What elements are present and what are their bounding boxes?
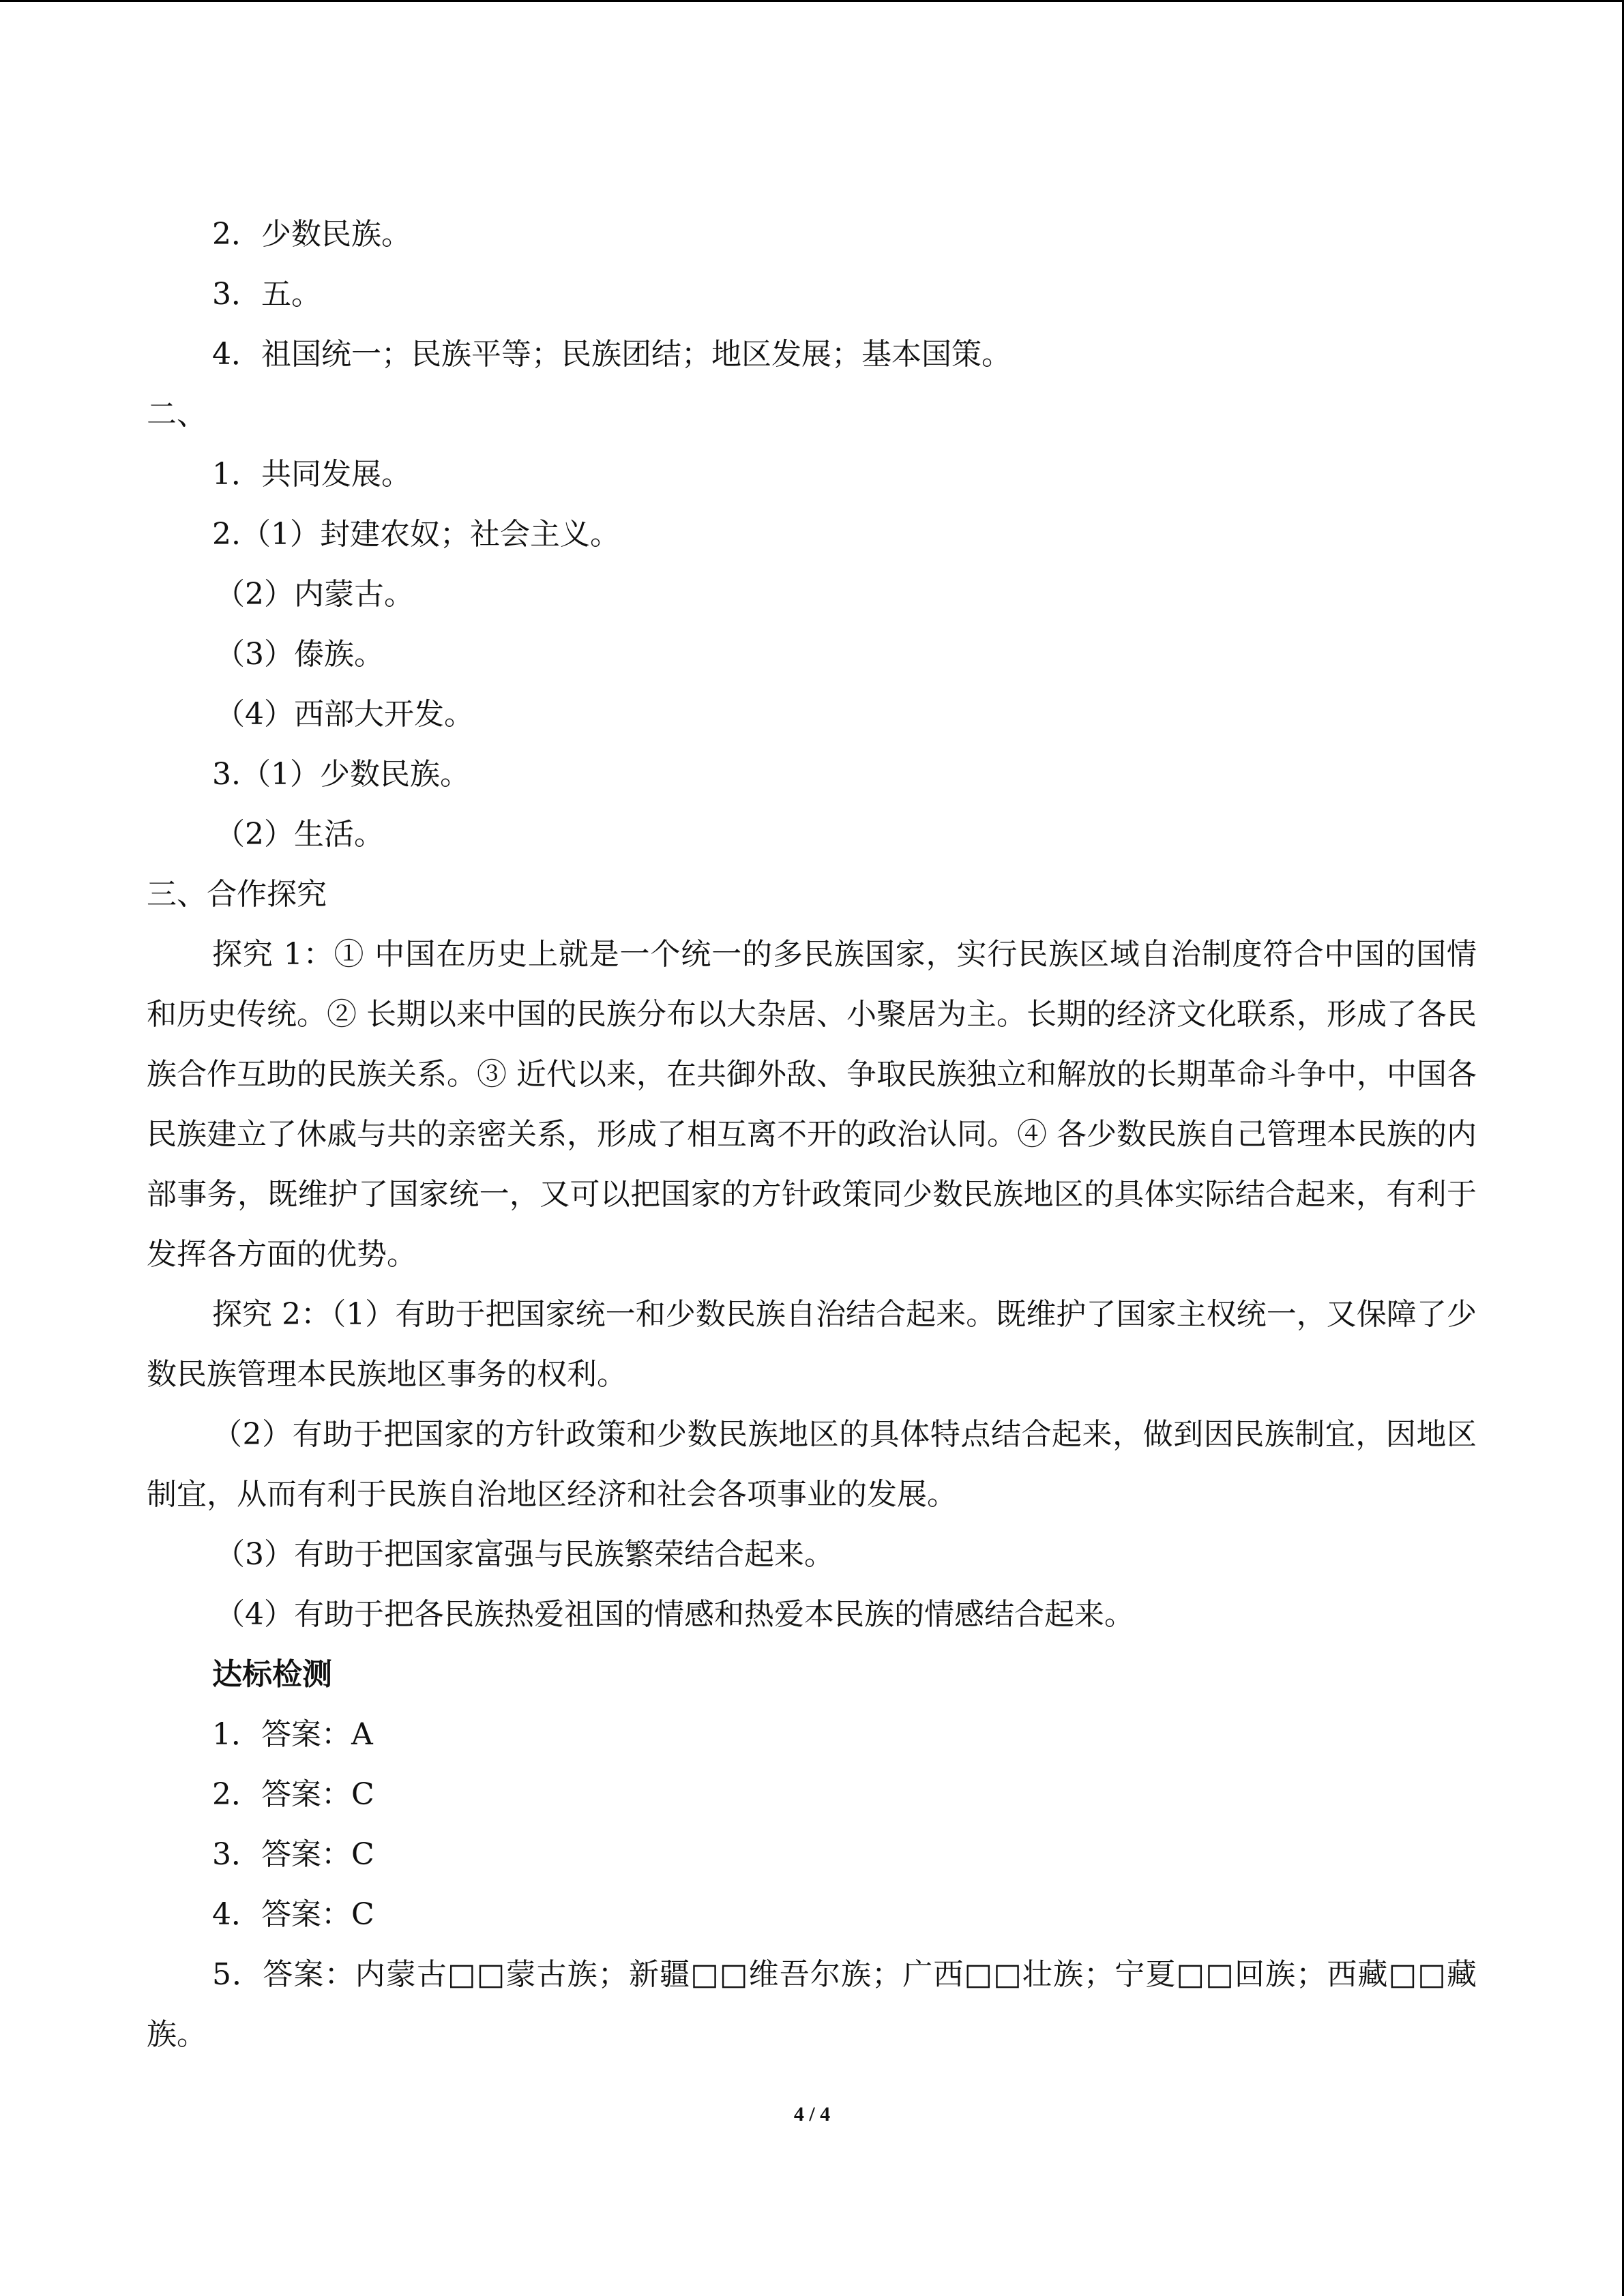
document-body bbox=[147, 205, 1477, 2065]
explore-2-paragraph: （2）有助于把国家的方针政策和少数民族地区的具体特点结合起来，做到因民族制宜，因地区制宜，从而有利于民族自治地区经济和社会各项事业的发展。 bbox=[147, 1417, 1477, 1512]
answer-subitem: （3）傣族。 bbox=[215, 637, 384, 672]
answer-item: 3．五。 bbox=[212, 277, 321, 312]
answer-item: 2．少数民族。 bbox=[212, 217, 411, 252]
explore-2-paragraph: 探究 2：（1）有助于把国家统一和少数民族自治结合起来。既维护了国家主权统一，又保障了少数民族管理本民族地区事务的权利。 bbox=[147, 1297, 1477, 1392]
check-answer: 2．答案：C bbox=[212, 1777, 374, 1812]
check-answer: 3．答案：C bbox=[212, 1837, 374, 1872]
answer-subitem: （4）西部大开发。 bbox=[215, 697, 474, 732]
answer-item: 3.（1）少数民族。 bbox=[212, 757, 470, 792]
answer-subitem: （2）内蒙古。 bbox=[215, 577, 414, 612]
answer-item: 2.（1）封建农奴；社会主义。 bbox=[212, 517, 620, 552]
explore-2-item: （3）有助于把国家富强与民族繁荣结合起来。 bbox=[215, 1537, 834, 1572]
check-heading: 达标检测 bbox=[212, 1657, 332, 1692]
explore-2-item: （4）有助于把各民族热爱祖国的情感和热爱本民族的情感结合起来。 bbox=[215, 1597, 1134, 1632]
answer-item: 4．祖国统一；民族平等；民族团结；地区发展；基本国策。 bbox=[212, 337, 1012, 372]
explore-1-paragraph: 探究 1：① 中国在历史上就是一个统一的多民族国家，实行民族区域自治制度符合中国的国情和历史传统。② 长期以来中国的民族分布以大杂居、小聚居为主。长期的经济文化联系，形成了各民族合作互助的民族关系。③ 近代以来，在共御外敌、争取民族独立和解放的长期革命斗争中，中国各民族建立了休戚与共的亲密关系，形成了相互离不开的政治认同。④ 各少数民族自己管理本民族的内部事务，既维护了国家统一，又可以把国家的方针政策同少数民族地区的具体实际结合起来，有利于发挥各方面的优势。 bbox=[147, 937, 1477, 1272]
check-answer: 4．答案：C bbox=[212, 1897, 374, 1932]
section-heading-2: 二、 bbox=[147, 397, 207, 432]
answer-subitem: （2）生活。 bbox=[215, 817, 384, 852]
page-border-top bbox=[0, 0, 1624, 2]
check-answer: 1．答案：A bbox=[212, 1717, 373, 1752]
section-heading-3: 三、合作探究 bbox=[147, 877, 327, 912]
answer-item: 1．共同发展。 bbox=[212, 457, 411, 492]
page-number: 4 / 4 bbox=[793, 2103, 831, 2126]
check-answer: 5．答案：内蒙古□□蒙古族；新疆□□维吾尔族；广西□□壮族；宁夏□□回族；西藏□□藏族。 bbox=[147, 1957, 1477, 2052]
